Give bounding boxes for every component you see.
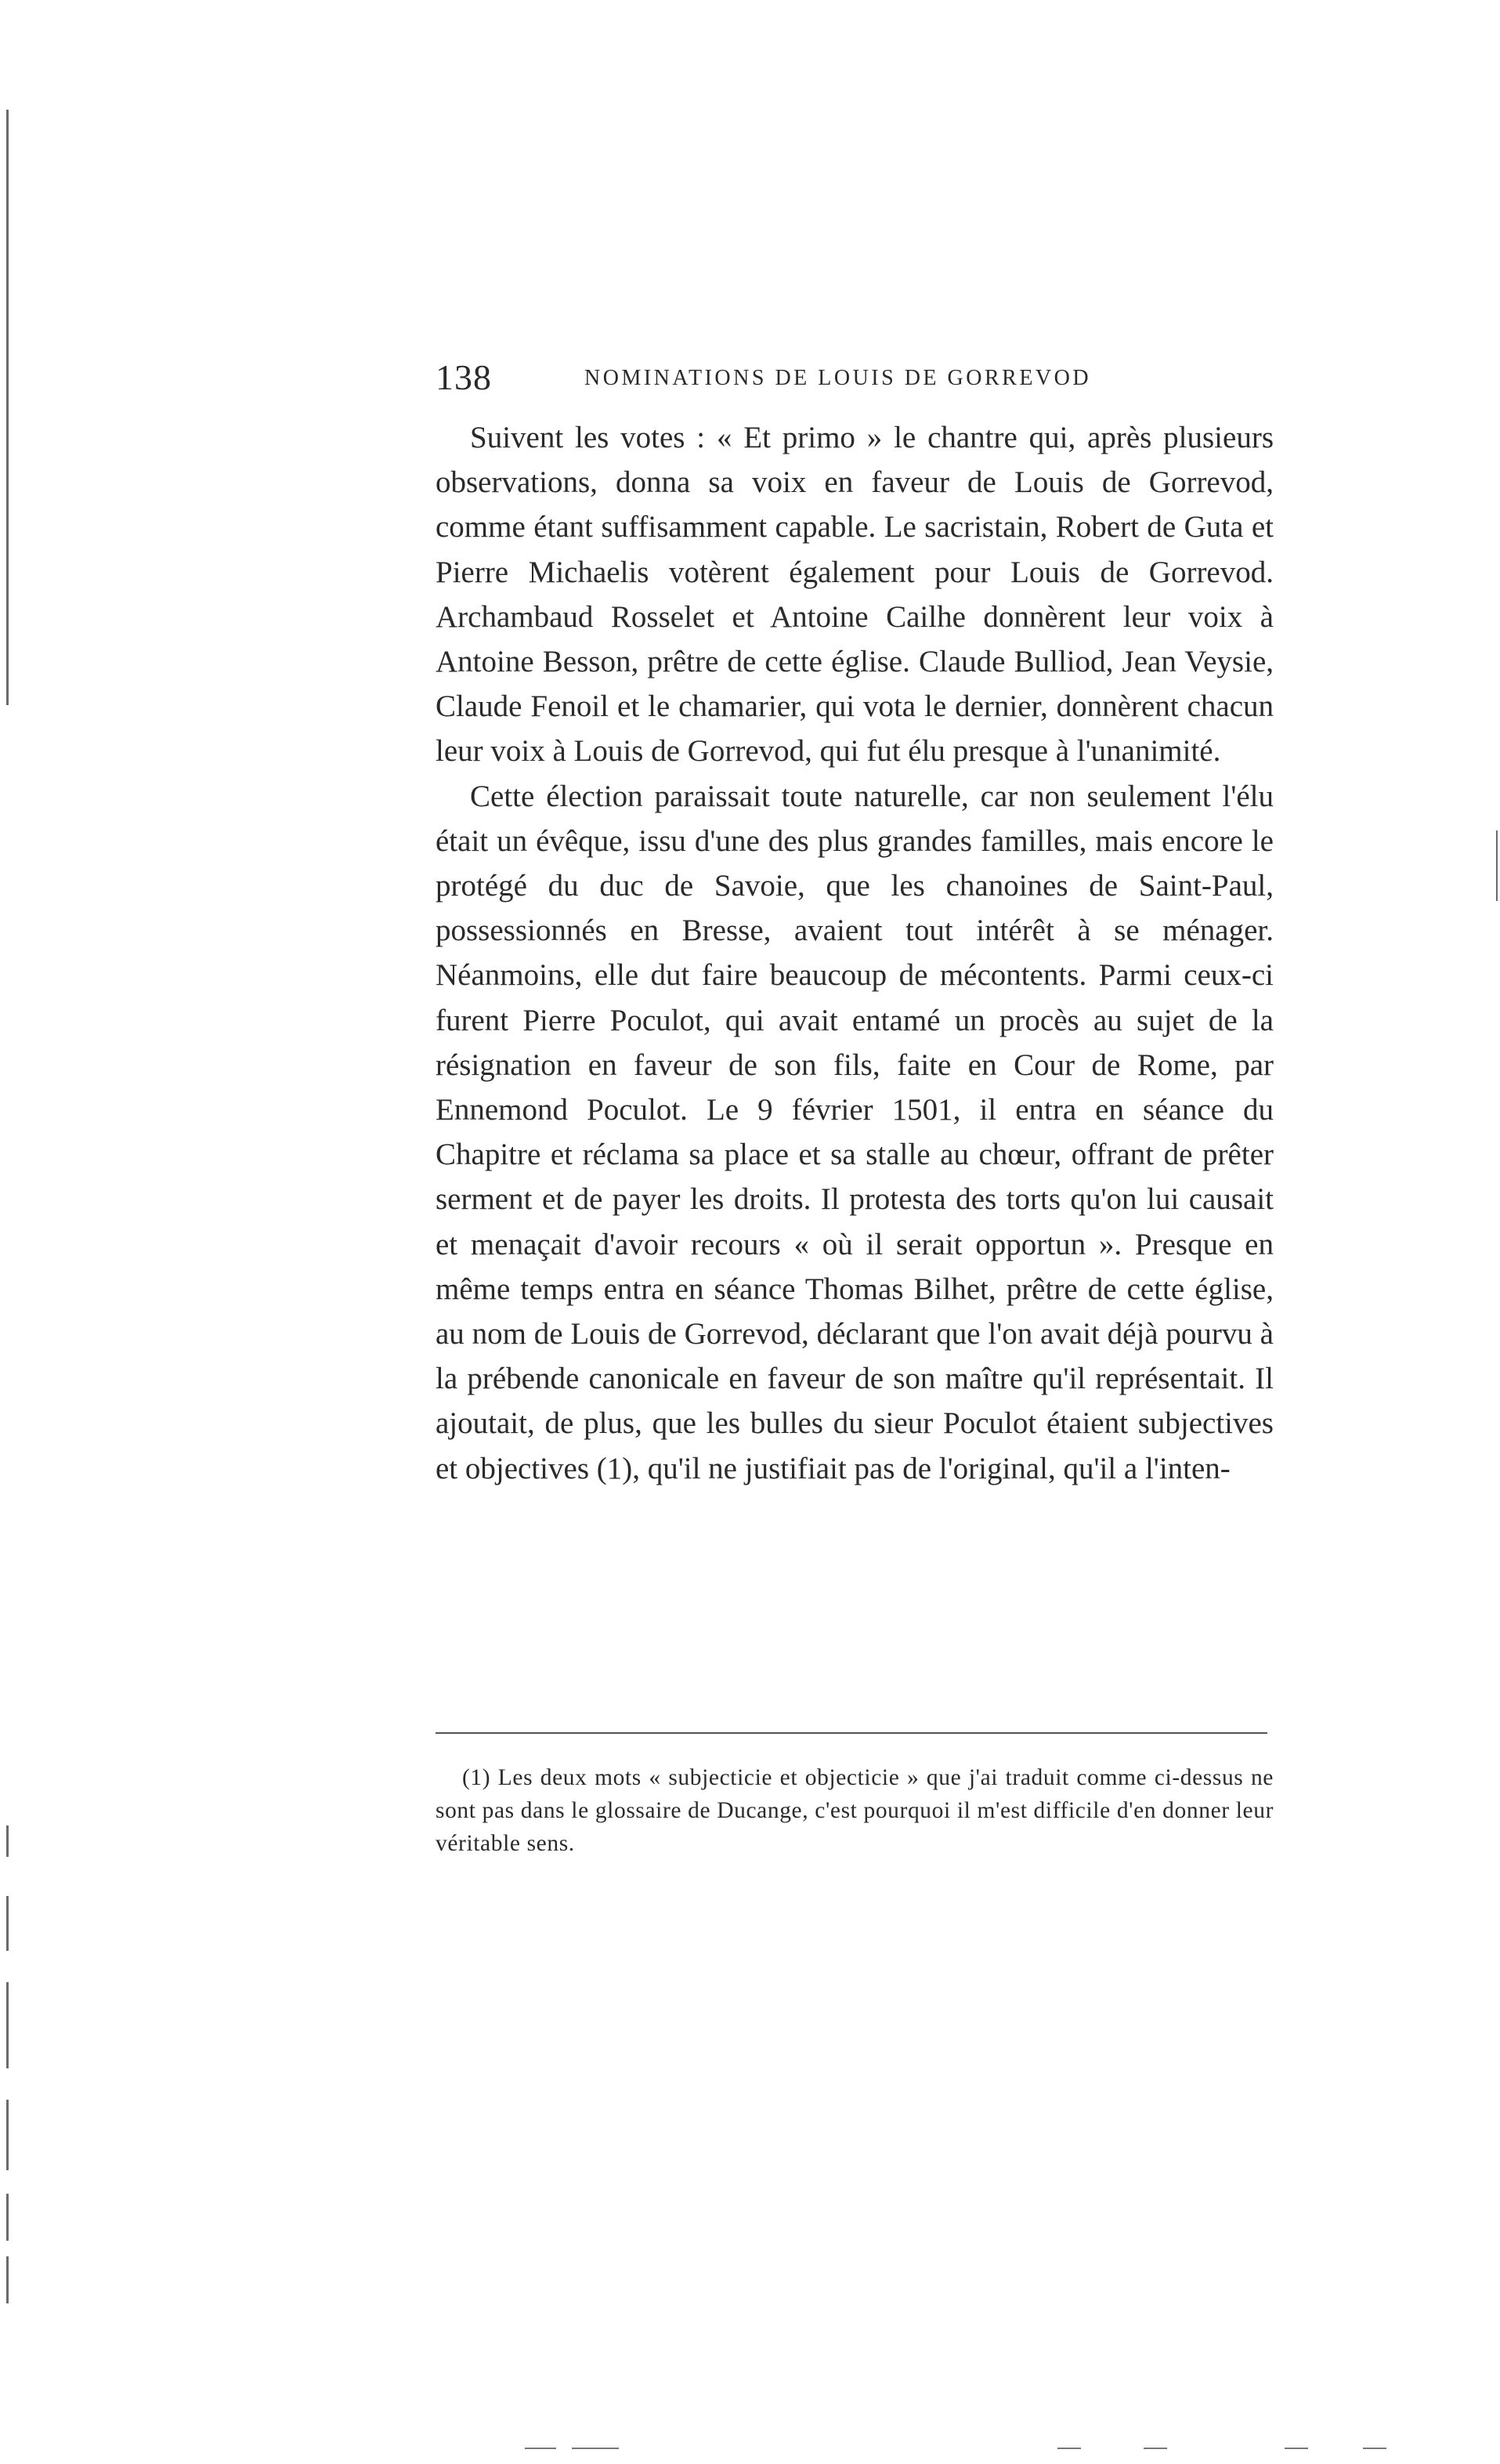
scan-bottom-mark xyxy=(1057,2448,1081,2449)
footnote-text: (1) Les deux mots « subjecticie et objecticie » que j'ai traduit comme ci-dessus ne sont pas dans le glossaire de Ducange, c'est pourquoi il m'est difficile d'en donner leur véritable sens. xyxy=(436,1765,1274,1856)
scan-edge-line xyxy=(6,2100,9,2170)
scan-bottom-mark xyxy=(1363,2448,1386,2449)
paragraph: Suivent les votes : « Et primo » le chantre qui, après plusieurs observations, donna sa voix en faveur de Louis de Gorrevod, comme étant suffisamment capable. Le sacristain, Robert de Guta et Pierre Michaelis votèrent également pour Louis de Gorrevod. Archambaud Rosselet et Antoine Cailhe donnèrent leur voix à Antoine Besson, prêtre de cette église. Claude Bulliod, Jean Veysie, Claude Fenoil et le chamarier, qui vota le dernier, donnèrent chacun leur voix à Louis de Gorrevod, qui fut élu presque à l'unanimité. xyxy=(436,421,1274,769)
scan-bottom-mark xyxy=(572,2448,619,2449)
paragraph: Cette élection paraissait toute naturelle, car non seulement l'élu était un évêque, issu d'une des plus grandes familles, mais encore le protégé du duc de Savoie, que les chanoines de Saint-Paul, possessionnés en Bresse, avaient tout intérêt à se ménager. Néanmoins, elle dut faire beaucoup de mécontents. Parmi ceux-ci furent Pierre Poculot, qui avait entamé un procès au sujet de la résignation en faveur de son fils, faite en Cour de Rome, par Ennemond Poculot. Le 9 février 1501, il entra en séance du Chapitre et réclama sa place et sa stalle au chœur, offrant de prêter serment et de payer les droits. Il protesta des torts qu'on lui causait et menaçait d'avoir recours « où il serait opportun ». Presque en même temps entra en séance Thomas Bilhet, prêtre de cette église, au nom de Louis de Gorrevod, déclarant que l'on avait déjà pourvu à la prébende canonicale en faveur de son maître qu'il représentait. Il ajoutait, de plus, que les bulles du sieur Poculot étaient subjectives et objectives (1), qu'il ne justifiait pas de l'original, qu'il a l'inten- xyxy=(436,779,1274,1485)
scan-bottom-mark xyxy=(1285,2448,1308,2449)
scan-edge-line xyxy=(6,110,9,705)
scan-edge-line xyxy=(6,2194,9,2241)
page-number: 138 xyxy=(436,357,492,397)
scan-edge-line xyxy=(1496,830,1498,901)
scan-edge-line xyxy=(6,1825,9,1857)
footnote xyxy=(436,1761,1274,1860)
body-text xyxy=(436,415,1274,1491)
running-title: NOMINATIONS DE LOUIS DE GORREVOD xyxy=(584,366,1092,390)
footnote-separator xyxy=(436,1732,1267,1734)
page-header xyxy=(436,356,1274,403)
scan-edge-line xyxy=(6,2256,9,2303)
scan-edge-line xyxy=(6,1896,9,1951)
scan-bottom-mark xyxy=(1144,2448,1167,2449)
scan-bottom-mark xyxy=(525,2448,556,2449)
scan-edge-line xyxy=(6,1982,9,2068)
